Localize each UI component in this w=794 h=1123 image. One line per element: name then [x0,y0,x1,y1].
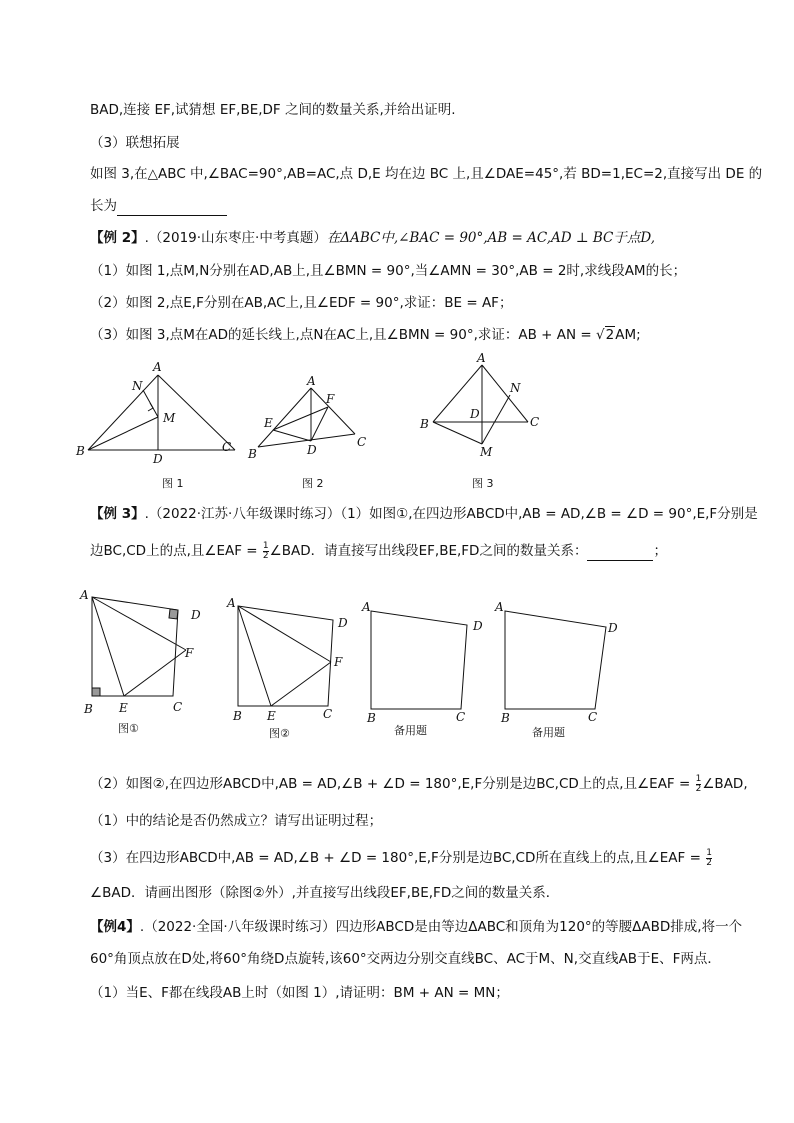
example-2-q3-text: （3）如图 3,点M在AD的延长线上,点N在AC上,且∠BMN = 90°,求证：AB + AN = [90,327,596,343]
label-B: B [76,444,85,458]
label-D: D [338,616,348,630]
answer-blank [587,546,653,561]
caption-fig-2: 图② [269,727,290,740]
example-3-q3 [90,848,713,868]
label-C: C [456,710,466,724]
label-F: F [326,392,335,406]
example-2-q2: （2）如图 2,点E,F分别在AB,AC上,且∠EDF = 90°,求证：BE = AF； [90,295,513,311]
label-B: B [420,417,429,431]
label-C: C [357,435,367,449]
label-D: D [307,443,317,457]
label-M: M [163,411,176,425]
label-C: C [323,707,333,721]
label-D: D [470,407,480,421]
example-3-q2 [90,774,748,794]
label-A: A [495,600,504,614]
fraction-half: $\frac{1}{2}$ [706,847,712,868]
label-B: B [233,709,242,723]
fraction-half: $\frac{1}{2}$ [695,773,702,794]
caption-backup-2: 备用题 [532,726,565,739]
label-C: C [173,700,183,714]
answer-blank [117,201,227,216]
caption-fig-1: 图① [118,722,139,735]
label-D: D [608,621,618,635]
example-3-line-2 [90,541,667,561]
caption-backup-1: 备用题 [394,724,427,737]
example-4-header [90,917,742,937]
label-B: B [248,447,257,461]
label-C: C [530,415,540,429]
label-M: M [480,445,493,459]
text-line-1: BAD,连接 EF,试猜想 EF,BE,DF 之间的数量关系,并给出证明. [90,102,456,118]
figure-ex2-3 [410,350,560,495]
label-E: E [267,709,276,723]
figure-ex3 [75,585,635,745]
label-A: A [227,596,236,610]
label-F: F [185,646,194,660]
label-D: D [473,619,483,633]
sqrt-symbol: √ [596,327,605,343]
example-3-text: （1）如图①,在四边形ABCD中,AB = AD,∠B = ∠D = 90°,E,F分别是 [340,506,758,522]
example-3-q3-text: （3）在四边形ABCD中,AB = AD,∠B + ∠D = 180°,E,F分别是边BC,CD所在直线上的点,且∠EAF = [90,850,706,866]
label-A: A [307,374,316,388]
example-2-q1: （1）如图 1,点M,N分别在AD,AB上,且∠BMN = 90°,当∠AMN = 30°,AB = 2时,求线段AM的长； [90,263,687,279]
example-2-q3 [90,325,641,345]
caption-fig-2: 图 2 [302,477,324,490]
example-4-tag: 【例4】 [90,919,140,935]
example-3-q2b: （1）中的结论是否仍然成立？请写出证明过程； [90,813,383,829]
label-B: B [367,711,376,725]
example-3-header [90,504,758,524]
text-line-4 [90,196,227,216]
caption-fig-3: 图 3 [472,477,494,490]
example-4-text: 四边形ABCD是由等边ΔABC和顶角为120°的等腰ΔABD排成,将一个 [335,919,743,935]
example-3-q3b: ∠BAD．请画出图形（除图②外）,并直接写出线段EF,BE,FD之间的数量关系． [90,885,560,901]
example-2-header [90,228,655,248]
example-3-l2-text: 边BC,CD上的点,且∠EAF = [90,543,262,559]
caption-fig-1: 图 1 [162,477,184,490]
label-A: A [477,351,486,365]
example-3-q2-rest: ∠BAD, [702,776,748,792]
answer-prompt: 长为 [90,198,117,214]
example-3-l2-rest: ∠BAD．请直接写出线段EF,BE,FD之间的数量关系： [269,543,588,559]
label-N: N [510,381,521,395]
example-4-line-2: 60°角顶点放在D处,将60°角绕D点旋转,该60°交两边分别交直线BC、AC于M、N,交直线AB于E、F两点． [90,951,721,967]
sqrt-radicand: 2 [605,327,615,343]
figure-ex2-2 [240,370,380,495]
label-C: C [588,710,598,724]
label-F: F [334,655,343,669]
example-3-q2-text: （2）如图②,在四边形ABCD中,AB = AD,∠B + ∠D = 180°,E,F分别是边BC,CD上的点,且∠EAF = [90,776,695,792]
example-3-source: .（2022·江苏·八年级课时练习） [144,506,341,522]
label-B: B [84,702,93,716]
example-2-source: .（2019·山东枣庄·中考真题） [144,230,327,246]
label-A: A [362,600,371,614]
example-4-q1: （1）当E、F都在线段AB上时（如图 1）,请证明：BM + AN = MN； [90,985,509,1001]
label-E: E [119,701,128,715]
label-D: D [191,608,201,622]
section-heading: （3）联想拓展 [90,135,180,151]
example-2-q3-end: AM; [615,327,641,343]
label-A: A [80,588,89,602]
label-N: N [132,379,143,393]
semicolon: ； [653,543,667,559]
text-line-3: 如图 3,在△ABC 中,∠BAC=90°,AB=AC,点 D,E 均在边 BC 上,且∠DAE=45°,若 BD=1,EC=2,直接写出 DE 的 [90,166,763,182]
example-2-text: 在ΔABC中,∠BAC = 90°,AB = AC,AD ⊥ BC于点D, [326,230,655,246]
label-A: A [153,360,162,374]
label-D: D [153,452,163,466]
example-2-tag: 【例 2】 [90,230,145,246]
label-B: B [501,711,510,725]
label-C: C [222,440,232,454]
figure-ex2-1 [70,355,250,495]
fraction-half: $\frac{1}{2}$ [262,540,269,561]
example-3-tag: 【例 3】 [90,506,145,522]
example-4-source: .（2022·全国·八年级课时练习） [139,919,336,935]
label-E: E [264,416,273,430]
